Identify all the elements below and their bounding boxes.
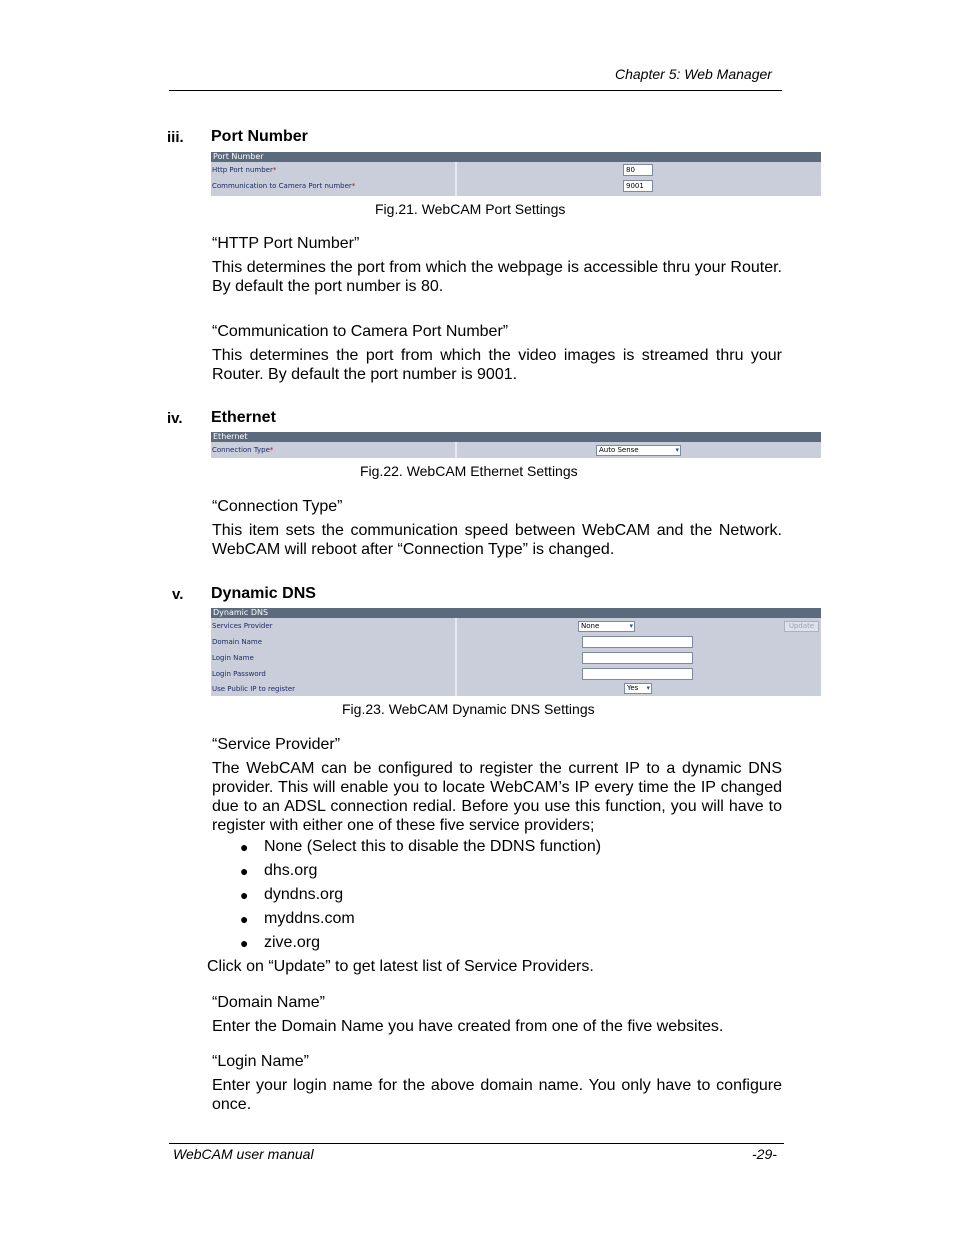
login-name-heading: “Login Name”: [212, 1053, 309, 1070]
list-item: ● dhs.org: [212, 859, 782, 883]
domain-name-description: Enter the Domain Name you have created from one of the five websites.: [212, 1018, 724, 1035]
camera-port-heading: “Communication to Camera Port Number”: [212, 323, 509, 340]
section-number-ethernet: iv.: [167, 410, 183, 427]
login-name-label: Login Name: [212, 654, 254, 662]
chevron-down-icon: ▾: [675, 446, 679, 454]
list-item: ● dyndns.org: [212, 883, 782, 907]
login-name-description: Enter your login name for the above domain name. You only have to configure once.: [212, 1077, 782, 1113]
bullet-icon: ●: [240, 887, 249, 903]
service-provider-select[interactable]: None ▾: [578, 621, 635, 632]
list-item: ● myddns.com: [212, 907, 782, 931]
bullet-icon: ●: [240, 863, 249, 879]
http-port-description: This determines the port from which the webpage is accessible thru your Router. By default the port number is 80.: [212, 259, 782, 295]
http-port-heading: “HTTP Port Number”: [212, 235, 360, 252]
use-public-ip-label: Use Public IP to register: [212, 685, 296, 693]
section-title-ddns: Dynamic DNS: [211, 585, 316, 602]
bullet-icon: ●: [240, 839, 249, 855]
http-port-input[interactable]: 80: [623, 164, 653, 176]
camera-port-input[interactable]: 9001: [623, 180, 653, 192]
login-password-label: Login Password: [212, 670, 266, 678]
connection-type-label: Connection Type*: [212, 446, 274, 454]
footer-manual-title: WebCAM user manual: [173, 1146, 314, 1162]
bullet-icon: ●: [240, 911, 249, 927]
chapter-header: Chapter 5: Web Manager: [615, 66, 772, 82]
page-number: -29-: [752, 1146, 777, 1162]
domain-name-heading: “Domain Name”: [212, 994, 325, 1011]
section-number-port: iii.: [167, 129, 184, 146]
update-button[interactable]: Update: [784, 621, 819, 632]
use-public-ip-select[interactable]: Yes ▾: [624, 683, 652, 694]
header-rule: [169, 90, 782, 91]
list-item: ● None (Select this to disable the DDNS function): [212, 835, 782, 859]
panel-header: Dynamic DNS: [211, 608, 821, 618]
connection-type-select[interactable]: Auto Sense ▾: [596, 445, 681, 456]
login-password-input[interactable]: [582, 668, 693, 680]
section-title-port: Port Number: [211, 128, 308, 145]
service-provider-heading: “Service Provider”: [212, 736, 341, 753]
provider-list: [212, 835, 782, 955]
ddns-settings-panel: [211, 608, 821, 696]
chevron-down-icon: ▾: [629, 622, 633, 630]
connection-type-heading: “Connection Type”: [212, 498, 343, 515]
panel-header: Ethernet: [211, 432, 821, 442]
figure-caption-21: Fig.21. WebCAM Port Settings: [375, 201, 566, 217]
footer-rule: [169, 1143, 784, 1144]
section-number-ddns: v.: [172, 586, 184, 603]
figure-caption-22: Fig.22. WebCAM Ethernet Settings: [360, 463, 578, 479]
port-settings-panel: [211, 152, 821, 196]
http-port-label: Http Port number*: [212, 166, 277, 174]
domain-name-label: Domain Name: [212, 638, 263, 646]
panel-header: Port Number: [211, 152, 821, 162]
ethernet-settings-panel: [211, 432, 821, 458]
camera-port-description: This determines the port from which the video images is streamed thru your Router. By default the port number is 9001.: [212, 347, 782, 383]
chevron-down-icon: ▾: [646, 684, 650, 692]
service-provider-description: The WebCAM can be configured to register the current IP to a dynamic DNS provider. This will enable you to locate WebCAM’s IP every time the IP changed due to an ADSL connection redial. Before you use this function, you will have to register with either one of these five service providers;: [212, 760, 782, 834]
domain-name-input[interactable]: [582, 636, 693, 648]
camera-port-label: Communication to Camera Port number*: [212, 182, 356, 190]
section-title-ethernet: Ethernet: [211, 409, 276, 426]
login-name-input[interactable]: [582, 652, 693, 664]
connection-type-description: This item sets the communication speed between WebCAM and the Network. WebCAM will reboot after “Connection Type” is changed.: [212, 522, 782, 558]
bullet-icon: ●: [240, 935, 249, 951]
figure-caption-23: Fig.23. WebCAM Dynamic DNS Settings: [342, 701, 595, 717]
service-provider-label: Services Provider: [212, 622, 273, 630]
update-note: Click on “Update” to get latest list of Service Providers.: [207, 958, 594, 975]
list-item: ● zive.org: [212, 931, 782, 955]
